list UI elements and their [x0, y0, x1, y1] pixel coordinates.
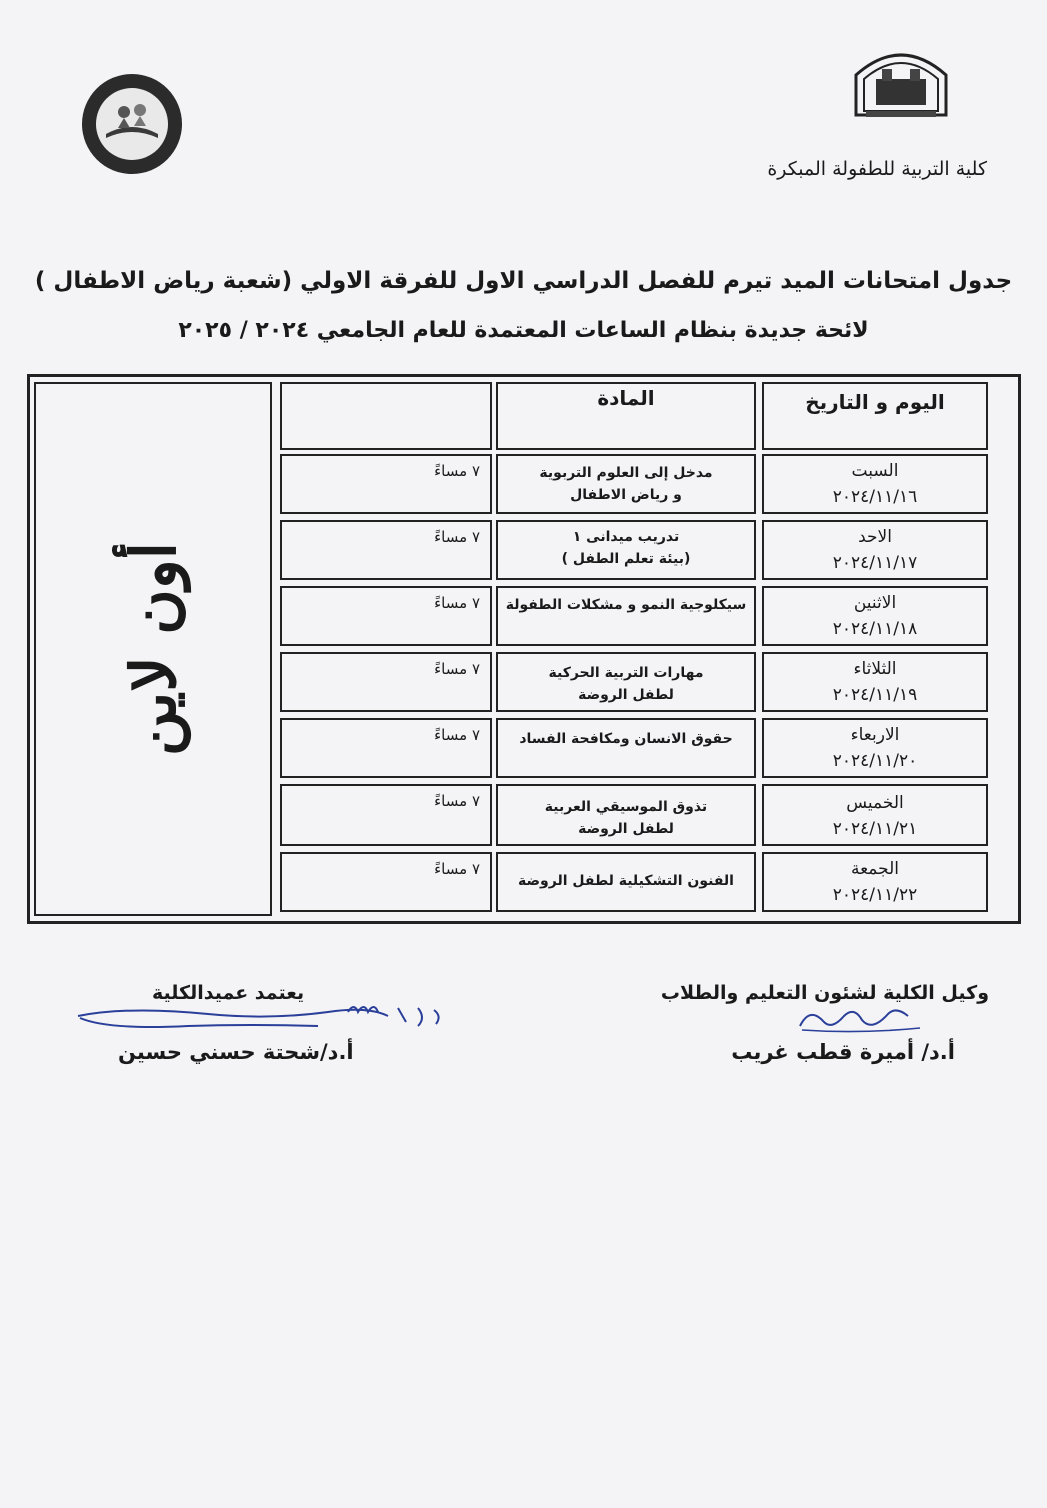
subject-line2: لطفل الروضة	[578, 821, 674, 837]
exam-day: الاربعاء	[850, 725, 900, 745]
exam-time: ٧ مساءً	[434, 594, 480, 612]
subject-line2: (بيئة تعلم الطفل )	[561, 551, 691, 567]
faculty-name: كلية التربية للطفولة المبكرة	[767, 158, 987, 180]
exam-time: ٧ مساءً	[434, 462, 480, 480]
exam-date: ٢٠٢٤/١١/١٧	[832, 553, 918, 573]
exam-day: الثلاثاء	[853, 659, 897, 679]
exam-time: ٧ مساءً	[434, 528, 480, 546]
exam-day: السبت	[851, 461, 899, 481]
online-label-cell	[34, 382, 272, 916]
subject-line1: سيكلوجية النمو و مشكلات الطفولة	[505, 597, 747, 613]
subject-line2: و رياض الاطفال	[570, 487, 682, 503]
dean-title: يعتمد عميدالكلية	[152, 982, 305, 1004]
exam-day: الجمعة	[850, 859, 900, 879]
header-subject: المادة	[597, 386, 655, 410]
exam-time: ٧ مساءً	[434, 860, 480, 878]
exam-day: الاحد	[858, 527, 892, 547]
subject-line1: تدريب ميدانى ١	[572, 529, 680, 545]
vice-dean-name: أ.د/ أميرة قطب غريب	[731, 1040, 955, 1064]
document-subtitle: لائحة جديدة بنظام الساعات المعتمدة للعام الجامعي ٢٠٢٤ / ٢٠٢٥	[178, 318, 869, 343]
subject-line1: حقوق الانسان ومكافحة الفساد	[519, 731, 733, 747]
exam-date: ٢٠٢٤/١١/١٩	[832, 685, 918, 705]
online-label: أون لاين	[116, 541, 190, 757]
dean-name: أ.د/شحتة حسني حسين	[118, 1040, 354, 1064]
exam-date: ٢٠٢٤/١١/١٨	[832, 619, 918, 639]
subject-line1: مهارات التربية الحركية	[548, 665, 704, 681]
exam-date: ٢٠٢٤/١١/٢٠	[832, 751, 918, 771]
dean-signature	[68, 996, 448, 1040]
exam-time: ٧ مساءً	[434, 660, 480, 678]
exam-date: ٢٠٢٤/١١/١٦	[832, 487, 918, 507]
exam-day: الخميس	[846, 793, 904, 813]
vice-dean-title: وكيل الكلية لشئون التعليم والطلاب	[660, 982, 989, 1004]
exam-time: ٧ مساءً	[434, 792, 480, 810]
header-day: اليوم و التاريخ	[805, 390, 945, 414]
faculty-logo	[80, 72, 184, 176]
exam-day: الاثنين	[853, 593, 897, 613]
subject-line1: الفنون التشكيلية لطفل الروضة	[518, 873, 734, 889]
exam-date: ٢٠٢٤/١١/٢٢	[832, 885, 918, 905]
vice-dean-signature	[790, 1000, 940, 1036]
header-time-cell	[280, 382, 492, 450]
exam-time: ٧ مساءً	[434, 726, 480, 744]
subject-line1: تذوق الموسيقي العربية	[544, 799, 708, 815]
university-logo	[846, 45, 956, 123]
document-title: جدول امتحانات الميد تيرم للفصل الدراسي الاول للفرقة الاولي (شعبة رياض الاطفال )	[34, 268, 1013, 294]
subject-line2: لطفل الروضة	[578, 687, 674, 703]
exam-date: ٢٠٢٤/١١/٢١	[832, 819, 918, 839]
subject-line1: مدخل إلى العلوم التربوية	[539, 465, 713, 481]
